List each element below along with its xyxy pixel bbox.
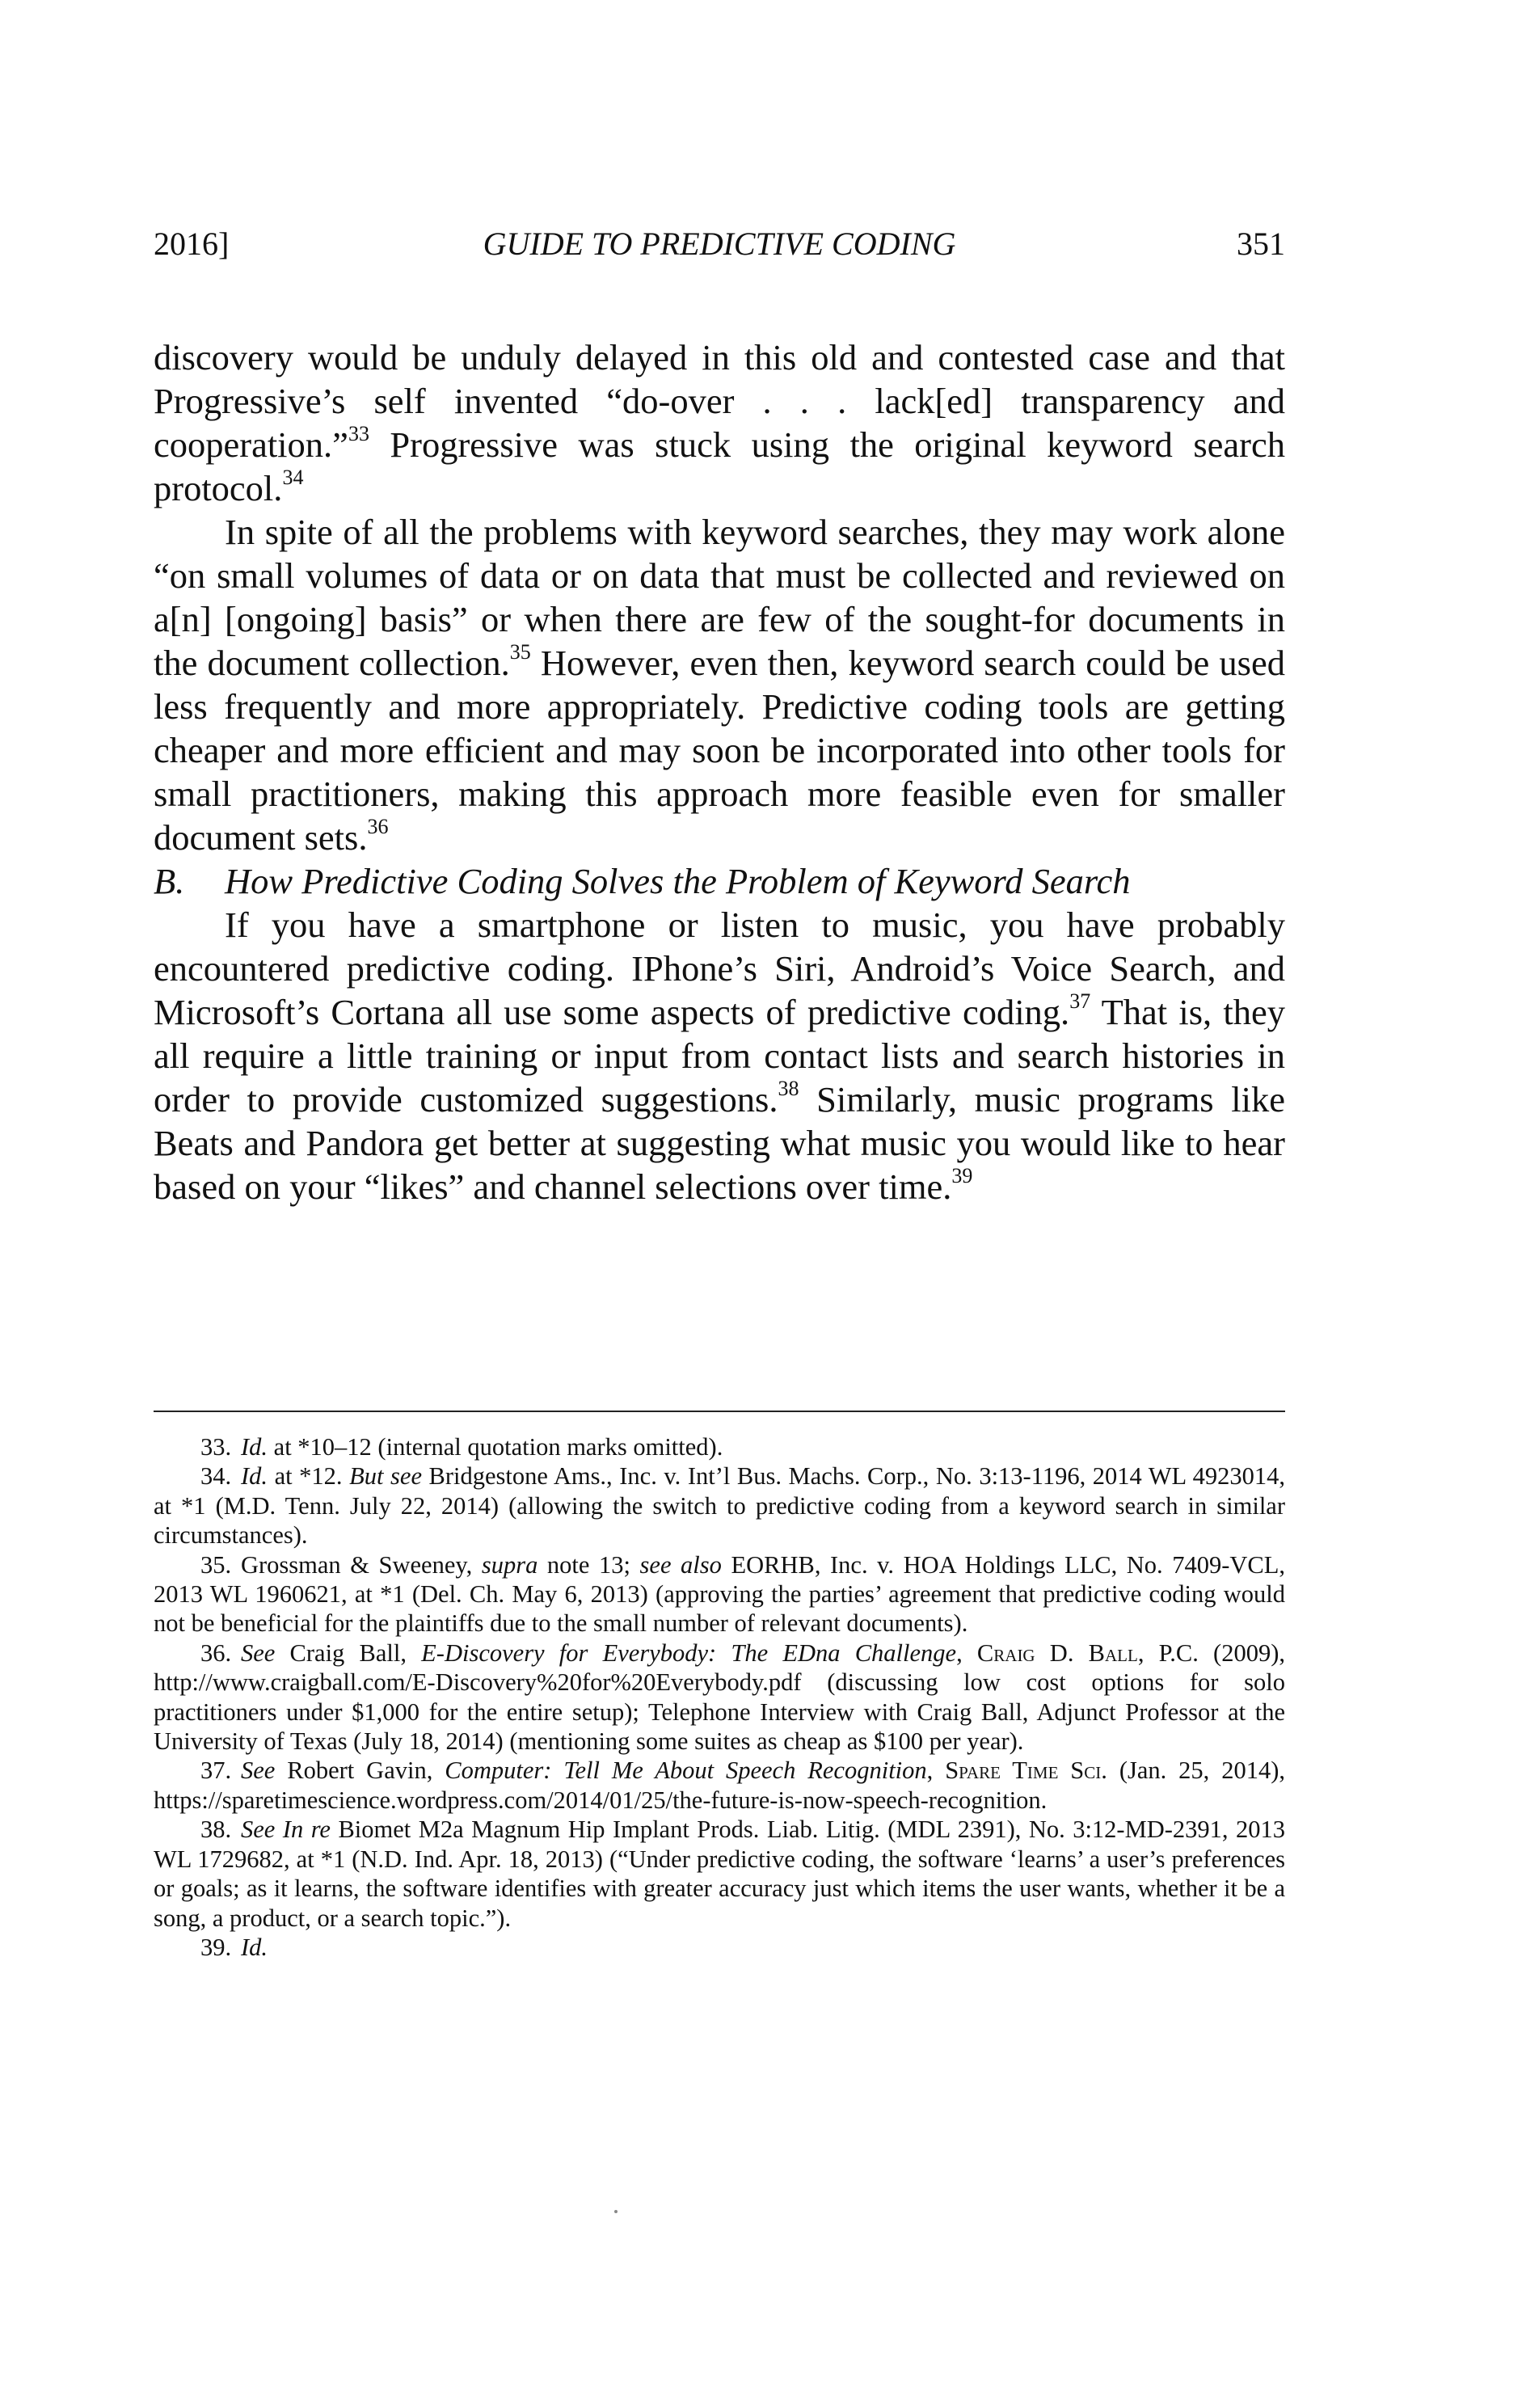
footnotes <box>154 1432 1285 1962</box>
footnote-smallcaps: Spare Time Sci. <box>945 1756 1107 1785</box>
paragraph-3-text-c: Similarly, music programs like Beats and Pandora get better at suggesting what music you would like to hear based on your “likes” and channel selections over time. <box>154 1079 1285 1207</box>
footnote-italic: See <box>241 1638 276 1667</box>
footnote-text: Robert Gavin, <box>275 1756 445 1785</box>
footnote-number: 35. <box>200 1550 232 1579</box>
footnote-text: at *10–12 (internal quotation marks omitted). <box>268 1433 723 1461</box>
footnote-italic: Id. <box>241 1433 268 1461</box>
footnote-ref-33[interactable]: 33 <box>348 422 369 445</box>
footnote-number: 37. <box>200 1756 232 1785</box>
paragraph-2-text-a: In spite of all the problems with keyword searches, they may work alone “on small volumes of data or on data that must be collected and reviewed on a[n] [ongoing] basis” or when there are few of the sought-for documents in the document collection. <box>154 512 1285 683</box>
footnote-number: 36. <box>200 1638 232 1667</box>
page-number: 351 <box>1237 226 1285 262</box>
footnote-number: 38. <box>200 1815 232 1844</box>
section-title: How Predictive Coding Solves the Problem of Keyword Search <box>225 861 1131 901</box>
page-header <box>154 220 1285 268</box>
footnote-title: E-Discovery for Everybody: The EDna Challenge <box>421 1638 957 1667</box>
footnote-divider <box>154 1411 1285 1412</box>
footnote-text: , <box>956 1638 977 1667</box>
footnote-italic: see also <box>639 1550 722 1579</box>
footnote-ref-36[interactable]: 36 <box>367 815 389 838</box>
footnote-text: (2009), http://www.craigball.com/E-Discovery%20for%20Everybody.pdf (discussing low cost options for solo practitioners under $1,000 for the entire setup); Telephone Interview with Craig Ball, Adjunct Professor at the University of Texas (July 18, 2014) (mentioning some suites as cheap as $100 per year). <box>154 1638 1285 1756</box>
footnote-title: Computer: Tell Me About Speech Recognition <box>445 1756 927 1785</box>
footnote-38 <box>154 1815 1285 1933</box>
footnote-italic: See In re <box>241 1815 331 1844</box>
scan-speck <box>614 2210 618 2213</box>
paragraph-3 <box>154 903 1285 1208</box>
footnote-36 <box>154 1638 1285 1756</box>
footnote-text: , <box>926 1756 946 1785</box>
footnote-italic: See <box>241 1756 276 1785</box>
paragraph-1-text-b: Progressive was stuck using the original keyword search protocol. <box>154 424 1285 508</box>
footnote-ref-37[interactable]: 37 <box>1069 989 1091 1013</box>
footnote-number: 33. <box>200 1433 232 1461</box>
running-title: GUIDE TO PREDICTIVE CODING <box>483 226 956 262</box>
footnote-text: Bridgestone Ams., Inc. v. Int’l Bus. Machs. Corp., No. 3:13-1196, 2014 WL 4923014, at *1 (M.D. Tenn. July 22, 2014) (allowing the switch to predictive coding from a keyword search in similar circumstances). <box>154 1462 1285 1550</box>
paragraph-3-text-b: That is, they all require a little training or input from contact lists and search histories in order to provide customized suggestions. <box>154 992 1285 1120</box>
paragraph-3-text-a: If you have a smartphone or listen to music, you have probably encountered predictive coding. IPhone’s Siri, Android’s Voice Search, and Microsoft’s Cortana all use some aspects of predictive coding. <box>154 905 1285 1032</box>
header-year: 2016] <box>154 226 230 262</box>
footnote-italic: supra <box>481 1550 538 1579</box>
footnote-35 <box>154 1550 1285 1638</box>
paragraph-2 <box>154 510 1285 859</box>
footnote-33 <box>154 1432 1285 1461</box>
footnote-italic: But see <box>349 1462 422 1491</box>
footnote-number: 34. <box>200 1462 232 1491</box>
footnote-34 <box>154 1461 1285 1550</box>
footnote-37 <box>154 1756 1285 1815</box>
footnote-text: EORHB, Inc. v. HOA Holdings LLC, No. 7409-VCL, 2013 WL 1960621, at *1 (Del. Ch. May 6, 2013) (approving the parties’ agreement that predictive coding would not be beneficial for the plaintiffs due to the small number of relevant documents). <box>154 1550 1285 1638</box>
footnote-text: Craig Ball, <box>275 1638 422 1667</box>
footnote-ref-38[interactable]: 38 <box>778 1077 799 1100</box>
paragraph-1-text-a: discovery would be unduly delayed in this old and contested case and that Progressive’s self invented “do-over . . . lack[ed] transparency and cooperation.” <box>154 337 1285 465</box>
section-label: B. <box>154 861 185 901</box>
paragraph-1 <box>154 335 1285 510</box>
footnote-italic: Id. <box>241 1933 268 1961</box>
footnote-39 <box>154 1933 1285 1962</box>
footnote-italic: Id. <box>241 1462 268 1491</box>
footnote-smallcaps: Craig D. Ball, P.C. <box>976 1638 1199 1667</box>
footnote-ref-39[interactable]: 39 <box>951 1164 973 1187</box>
footnote-ref-34[interactable]: 34 <box>282 466 304 489</box>
footnote-text: Biomet M2a Magnum Hip Implant Prods. Liab. Litig. (MDL 2391), No. 3:12-MD-2391, 2013 WL 1729682, at *1 (N.D. Ind. Apr. 18, 2013) (“Under predictive coding, the software ‘learns’ a user’s preferences or goals; as it learns, the software identifies with greater accuracy just which items the user wants, whether it be a song, a product, or a search topic.”). <box>154 1815 1285 1932</box>
footnote-text: Grossman & Sweeney, <box>241 1550 482 1579</box>
footnote-text: (Jan. 25, 2014), https://sparetimescience.wordpress.com/2014/01/25/the-future-is-now-speech-recognition. <box>154 1756 1286 1814</box>
footnote-number: 39. <box>200 1933 232 1961</box>
paragraph-2-text-b: However, even then, keyword search could be used less frequently and more appropriately. Predictive coding tools are getting cheaper and more efficient and may soon be incorporated into other tools for small practitioners, making this approach more feasible even for smaller document sets. <box>154 643 1285 858</box>
main-text <box>154 335 1285 1208</box>
footnote-text: at *12. <box>268 1462 350 1491</box>
footnote-text: note 13; <box>537 1550 640 1579</box>
footnote-ref-35[interactable]: 35 <box>509 640 531 664</box>
section-heading <box>154 859 1285 903</box>
